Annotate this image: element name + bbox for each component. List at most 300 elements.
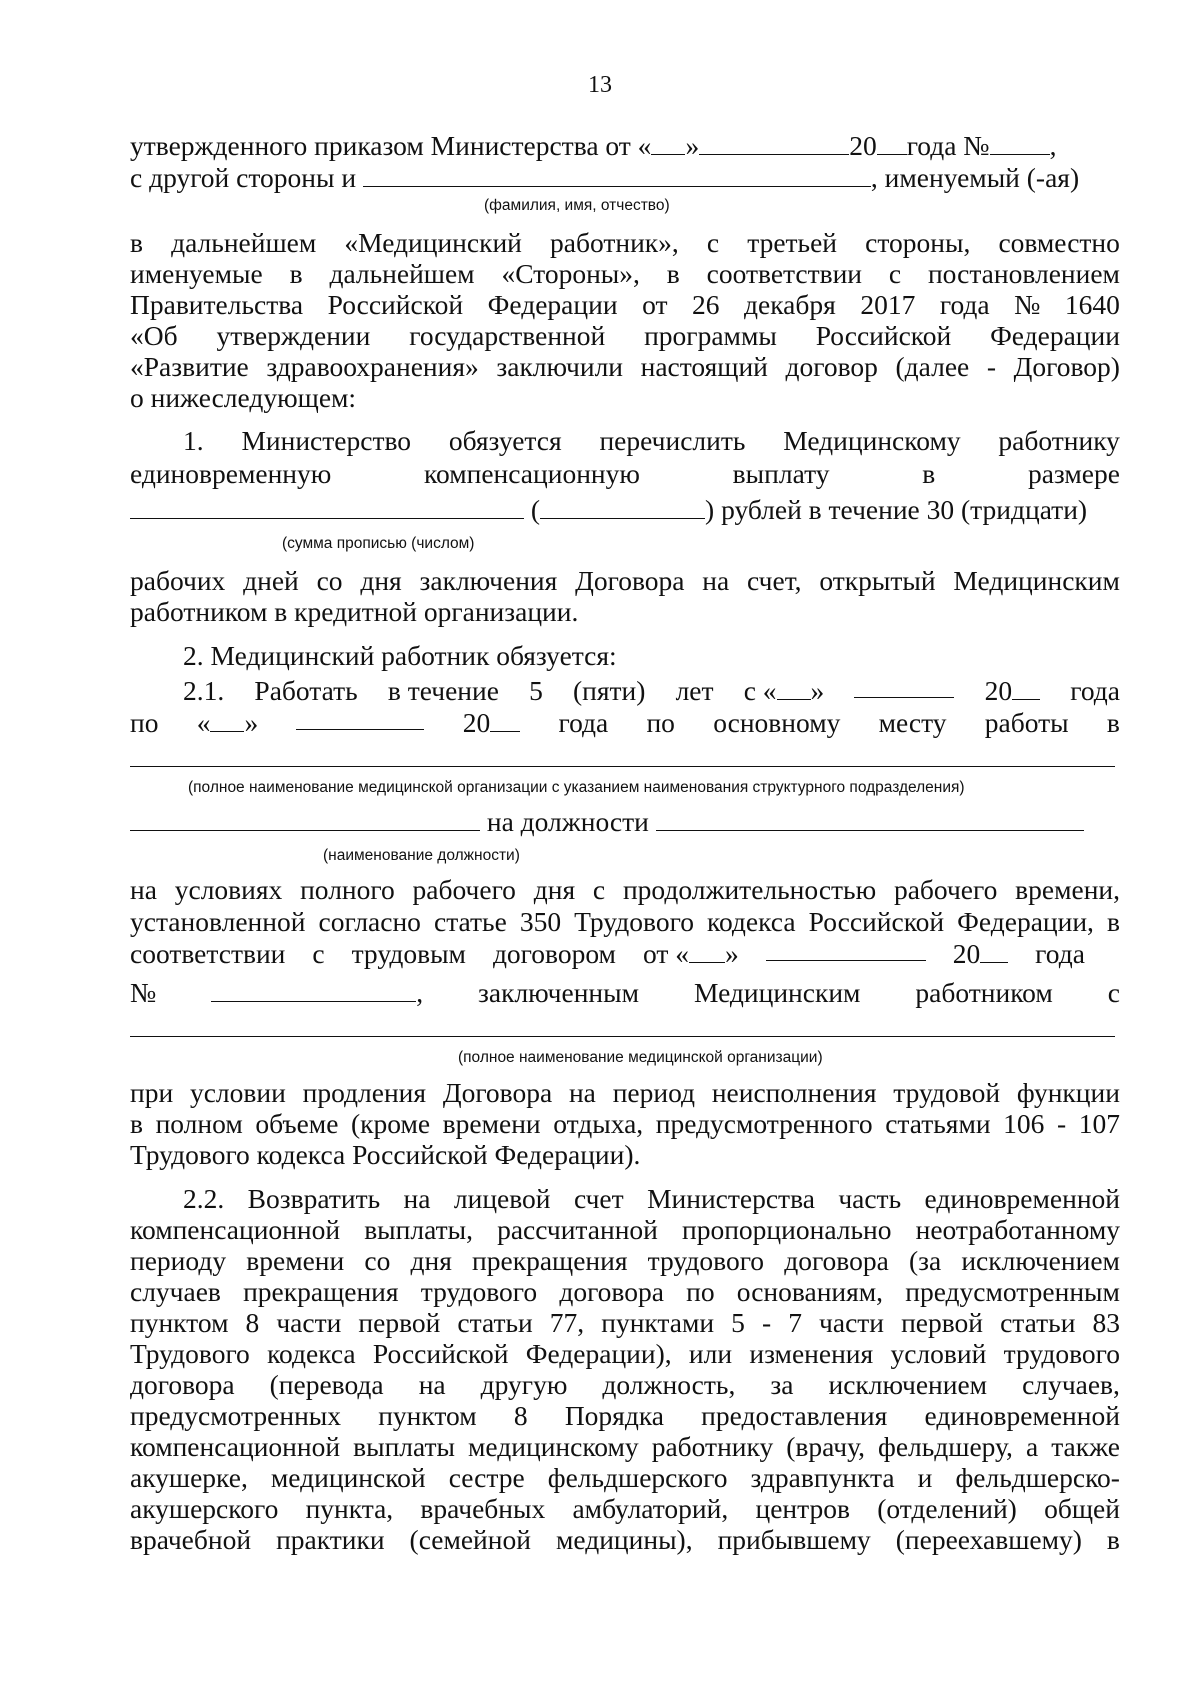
word: 20 [952, 938, 981, 969]
word: период [612, 1077, 696, 1108]
word: 350 [519, 906, 562, 937]
word: пунктом [130, 1307, 229, 1338]
year-blank [877, 132, 907, 155]
intro-line [130, 258, 1120, 290]
word: кодекса [707, 906, 796, 937]
year-number-label: года № [906, 130, 990, 161]
word: - [1056, 1108, 1067, 1139]
word: акушерке, [130, 1462, 248, 1493]
word: отдыха, [553, 1108, 644, 1139]
word: счет, [747, 565, 802, 596]
employer-caption: (полное наименование медицинской организации) [458, 1049, 823, 1066]
word: общей [1044, 1493, 1120, 1524]
item-2-2-line [130, 1214, 1120, 1246]
word: 26 [692, 289, 720, 320]
word: с [888, 258, 902, 289]
word: пунктами [601, 1307, 715, 1338]
intro-line [130, 320, 1120, 352]
word: по [646, 707, 675, 738]
word: случаев, [1022, 1369, 1120, 1400]
word: Договор) [1013, 351, 1120, 382]
word: с [312, 938, 325, 969]
intro-line [130, 289, 1120, 321]
word: заключили [496, 351, 624, 382]
word: основному [713, 707, 841, 738]
word: - [761, 1307, 772, 1338]
word: соответствии [130, 938, 286, 969]
word: работник», [550, 227, 679, 258]
word: или [688, 1338, 733, 1369]
word: первой [358, 1307, 441, 1338]
word: года [1035, 938, 1085, 969]
word: 1640 [1064, 289, 1120, 320]
word: дней [243, 565, 299, 596]
word: на [130, 874, 157, 905]
word: (кроме [350, 1108, 431, 1139]
word: договор [785, 351, 878, 382]
item-1-line [130, 458, 1120, 490]
word: кодекса [267, 1338, 356, 1369]
word: пропорционально [682, 1214, 892, 1245]
word: периоду [130, 1245, 227, 1276]
word: № [130, 977, 157, 1008]
word: перечислить [599, 425, 746, 456]
word: 77, [549, 1307, 585, 1338]
word: предоставления [701, 1400, 888, 1431]
word: фельдшерского [547, 1462, 728, 1493]
word: продления [302, 1077, 427, 1108]
word: трудового [647, 1245, 765, 1276]
word: года [939, 289, 990, 320]
word: полном [155, 1108, 243, 1139]
word: первой [901, 1307, 984, 1338]
item-2-1-line [183, 675, 1120, 707]
word: части [276, 1307, 342, 1338]
word: работнику [651, 1431, 774, 1462]
item-2-2-line [130, 1524, 1120, 1556]
fio-caption: (фамилия, имя, отчество) [484, 197, 670, 214]
word: статьи [1000, 1307, 1076, 1338]
word: исключением [828, 1369, 988, 1400]
text-group [211, 977, 423, 1009]
word: практики [276, 1524, 385, 1555]
item-2-2-line [130, 1307, 1120, 1339]
word: медицинскому [468, 1431, 639, 1462]
position-line [130, 806, 1120, 838]
word: медицины), [555, 1524, 693, 1555]
conditions-line [130, 874, 1120, 906]
end-month-blank [296, 707, 424, 730]
word: 107 [1078, 1108, 1120, 1139]
word: предусмотренных [130, 1400, 342, 1431]
word: единовременной [924, 1400, 1120, 1431]
start-month-blank [854, 675, 954, 698]
word: рабочих [130, 565, 226, 596]
word: прекращения [243, 1276, 399, 1307]
word: со [316, 565, 343, 596]
word: (семейной [409, 1524, 531, 1555]
word: выплаты [353, 1431, 455, 1462]
word: Трудового [130, 1338, 250, 1369]
word: на [702, 565, 730, 596]
text-group [197, 707, 259, 739]
word: Договора [575, 565, 685, 596]
word: счет [573, 1183, 624, 1214]
word: рассчитанной [497, 1214, 658, 1245]
page-number: 13 [588, 72, 612, 98]
word: Медицинскому [783, 425, 961, 456]
amount-line [130, 494, 1120, 526]
word: медицинской [270, 1462, 426, 1493]
word: времени [246, 1245, 345, 1276]
start-day-blank [777, 677, 811, 700]
word: согласно [318, 906, 421, 937]
named-text: , именуемый (-ая) [870, 162, 1080, 193]
word: обязуется [448, 425, 562, 456]
word: (далее [895, 351, 970, 382]
word: «Развитие [130, 351, 249, 382]
word: амбулаторий, [572, 1493, 729, 1524]
word: по [686, 1276, 715, 1307]
word: заключенным [478, 977, 640, 1008]
word: также [1051, 1431, 1120, 1462]
word: - [986, 351, 997, 382]
word: года [558, 707, 609, 738]
word: Российской [327, 289, 464, 320]
word: единовременной [924, 1183, 1120, 1214]
item-2-2-line [130, 1338, 1120, 1370]
word: и [917, 1462, 933, 1493]
word: от « [642, 938, 689, 969]
month-blank [699, 132, 849, 155]
word: лет [675, 675, 714, 706]
extension-last-line: Трудового кодекса Российской Федерации). [130, 1139, 641, 1170]
word: часть [838, 1183, 902, 1214]
word: неисполнения [711, 1077, 877, 1108]
word: с « [743, 675, 777, 706]
word: » [244, 707, 259, 738]
word: времени, [1015, 874, 1120, 905]
word: Возвратить [247, 1183, 381, 1214]
day-blank [651, 132, 685, 155]
word: в [922, 458, 936, 489]
comma: , [1049, 130, 1057, 161]
contract-month-blank [766, 938, 926, 961]
word: Российской [372, 1338, 509, 1369]
word: на [568, 1077, 596, 1108]
word: при [130, 1077, 174, 1108]
item-2-1-line [130, 707, 1120, 739]
word: дня [410, 1245, 452, 1276]
word: прекращения [472, 1245, 628, 1276]
word: другую [480, 1369, 568, 1400]
end-day-blank [210, 709, 244, 732]
word: с [1107, 977, 1120, 1008]
word: «Об [130, 320, 178, 351]
word: государственной [409, 320, 606, 351]
word: 2.1. [183, 675, 225, 706]
word: дальнейшем [329, 258, 475, 289]
word: заключения [419, 565, 558, 596]
word: на [403, 1183, 431, 1214]
word: Работать [254, 675, 358, 706]
fio-blank [363, 164, 871, 187]
workplace-blank [130, 766, 1115, 767]
text-group [953, 938, 1009, 970]
word: Правительства [130, 289, 304, 320]
word: условий [890, 1338, 987, 1369]
amount-number-blank [540, 496, 705, 519]
word: ( [530, 494, 541, 525]
word: неотработанному [915, 1214, 1120, 1245]
word: по [130, 707, 159, 738]
word: предусмотренного [655, 1108, 873, 1139]
word: в [289, 258, 303, 289]
word: 83 [1092, 1307, 1120, 1338]
order-text: утвержденного приказом Министерства от « [130, 130, 652, 161]
word: сестре [448, 1462, 525, 1493]
word: трудового [1003, 1338, 1120, 1369]
word: Федерации [487, 289, 618, 320]
word: 106 [1003, 1108, 1045, 1139]
word: условии [189, 1077, 286, 1108]
word: трудового [420, 1276, 538, 1307]
word: компенсационной [130, 1214, 341, 1245]
word: настоящий [640, 351, 768, 382]
word: дальнейшем [171, 227, 317, 258]
word: Российской [815, 320, 952, 351]
word: 20 [462, 707, 491, 738]
word: пункта, [305, 1493, 394, 1524]
word: 2.2. [183, 1183, 225, 1214]
word: трудовым [351, 938, 466, 969]
word: рабочего [412, 874, 516, 905]
word: 2017 [860, 289, 916, 320]
workplace-caption: (полное наименование медицинской организации с указанием наименования структурного подразделения) [188, 779, 965, 796]
word: работником [915, 977, 1053, 1008]
start-year-blank [1012, 677, 1040, 700]
word: 5 [731, 1307, 745, 1338]
item-2-title: 2. Медицинский работник обязуется: [183, 640, 617, 671]
party-line [130, 162, 1120, 194]
intro-line [130, 227, 1120, 259]
word: с [706, 227, 720, 258]
word: (перевода [269, 1369, 384, 1400]
item-2-2-line [183, 1183, 1120, 1215]
word: «Медицинский [344, 227, 522, 258]
item-2-2-line [130, 1400, 1120, 1432]
item-1-line [183, 425, 1120, 457]
word: выплаты, [364, 1214, 473, 1245]
word: случаев [130, 1276, 221, 1307]
word: центров [755, 1493, 850, 1524]
word: Трудового [574, 906, 694, 937]
word: , [416, 977, 424, 1008]
word: части [819, 1307, 885, 1338]
word: Федерации, [957, 906, 1094, 937]
contract-year-blank [980, 940, 1008, 963]
word: статьями [885, 1108, 991, 1139]
intro-last-line: о нижеследующем: [130, 382, 357, 413]
word: открытый [819, 565, 936, 596]
position-blank [656, 808, 1084, 831]
word: со [364, 1245, 391, 1276]
word: врачебных [420, 1493, 546, 1524]
word: 7 [788, 1307, 802, 1338]
word: работы [984, 707, 1069, 738]
word: в [666, 258, 680, 289]
conditions-line [130, 906, 1120, 938]
item-2-2-line [130, 1245, 1120, 1277]
word: « [196, 707, 211, 738]
text-group [744, 675, 825, 707]
order-reference-line [130, 130, 1120, 162]
word: в [1106, 707, 1120, 738]
word: Медицинским [693, 977, 861, 1008]
contract-number-line [130, 977, 1120, 1009]
word: 20 [984, 675, 1013, 706]
item-2-2-line [130, 1493, 1120, 1525]
word: «Стороны», [501, 258, 640, 289]
word: размере [1027, 458, 1120, 489]
word: месту [878, 707, 947, 738]
word: Медицинским [953, 565, 1120, 596]
word: пунктом [378, 1400, 477, 1431]
word: Федерации), [525, 1338, 672, 1369]
word: 5 [529, 675, 543, 706]
employer-blank [130, 1036, 1115, 1037]
word: № [1014, 289, 1041, 320]
word: должность, [602, 1369, 736, 1400]
word: Федерации [990, 320, 1120, 351]
position-label: на должности [486, 806, 649, 837]
labor-contract-line [130, 938, 1085, 970]
item-2-2-line [130, 1462, 1120, 1494]
intro-line [130, 351, 1120, 383]
word: 8 [245, 1307, 260, 1338]
word: здравпункта [750, 1462, 895, 1493]
word: в [1106, 906, 1120, 937]
contract-day-blank [689, 940, 725, 963]
word: Министерство [241, 425, 412, 456]
word: акушерского [130, 1493, 279, 1524]
word: изменения [749, 1338, 874, 1369]
word: лицевой [453, 1183, 551, 1214]
word: договора [130, 1369, 235, 1400]
word: соответствии [706, 258, 863, 289]
word: декабря [744, 289, 836, 320]
text-group [463, 707, 521, 739]
word: договором [492, 938, 616, 969]
word: врачебной [130, 1524, 252, 1555]
word: года [1070, 675, 1120, 706]
word: в [1106, 1524, 1120, 1555]
word: Министерства [647, 1183, 815, 1214]
word: дня [533, 874, 576, 905]
word: в [130, 227, 143, 258]
word: фельдшерско- [955, 1462, 1120, 1493]
word: выплату [732, 458, 830, 489]
word: фельдшеру, [878, 1431, 1013, 1462]
item-2-2-line [130, 1276, 1120, 1308]
word: Российской [808, 906, 945, 937]
word: программы [644, 320, 777, 351]
word: продолжительностью [622, 874, 877, 905]
word: (за [908, 1245, 942, 1276]
quote-close: » [685, 130, 700, 161]
word: стороны, [865, 227, 971, 258]
order-number-blank [990, 132, 1050, 155]
word: договора [784, 1245, 889, 1276]
text-group [643, 938, 739, 970]
text-group [985, 675, 1041, 707]
word: компенсационную [424, 458, 640, 489]
word: от [642, 289, 668, 320]
party-text: с другой стороны и [130, 162, 357, 193]
word: » [810, 675, 825, 706]
word: компенсационной [130, 1431, 341, 1462]
word: утверждении [216, 320, 371, 351]
word: за [770, 1369, 794, 1400]
extension-line [130, 1108, 1120, 1140]
word: времени [442, 1108, 541, 1139]
word: в [130, 1108, 143, 1139]
word: объеме [255, 1108, 339, 1139]
word: 1. [183, 425, 204, 456]
word: именуемые [130, 258, 263, 289]
word: здравоохранения» [266, 351, 479, 382]
word: установленной [130, 906, 306, 937]
word: а [1025, 1431, 1039, 1462]
item-2-2-line [130, 1431, 1120, 1463]
word: совместно [998, 227, 1120, 258]
word: ) рублей в течение 30 (тридцати) [705, 494, 1088, 525]
year-prefix: 20 [849, 130, 877, 161]
word: работнику [998, 425, 1120, 456]
word: рабочего [893, 874, 998, 905]
word: условиях [174, 874, 283, 905]
word: (врачу, [786, 1431, 865, 1462]
word: 8 [513, 1400, 528, 1431]
word: исключением [961, 1245, 1120, 1276]
word: (переехавшему) [895, 1524, 1082, 1555]
word: Порядка [564, 1400, 664, 1431]
word: третьей [747, 227, 838, 258]
item-1-last-line: работником в кредитной организации. [130, 596, 579, 627]
amount-words-blank [130, 496, 524, 519]
word: постановлением [927, 258, 1120, 289]
word: в течение [387, 675, 499, 706]
position-caption: (наименование должности) [323, 847, 520, 864]
amount-caption: (сумма прописью (числом) [282, 535, 475, 552]
word: предусмотренным [905, 1276, 1120, 1307]
word: на [418, 1369, 446, 1400]
word: статье [433, 906, 507, 937]
word: договора [559, 1276, 664, 1307]
extension-line [130, 1077, 1120, 1109]
word: (пяти) [573, 675, 646, 706]
word: (отделений) [877, 1493, 1017, 1524]
word: трудовой [893, 1077, 1001, 1108]
word: функции [1016, 1077, 1120, 1108]
word: полного [300, 874, 395, 905]
word: статьи [457, 1307, 533, 1338]
word: основаниям, [736, 1276, 884, 1307]
word: прибывшему [717, 1524, 871, 1555]
word: » [724, 938, 739, 969]
end-year-blank [490, 709, 520, 732]
item-1-cont-line [130, 565, 1120, 597]
